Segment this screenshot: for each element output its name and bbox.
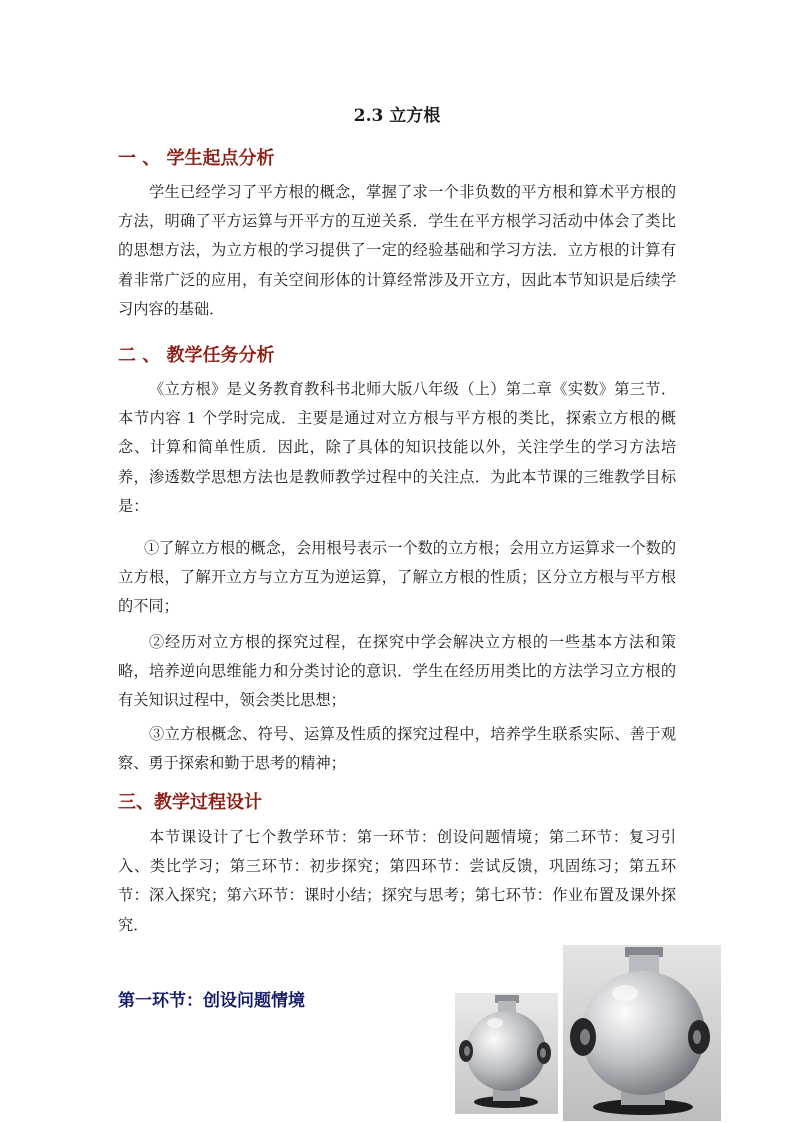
section-heading-1: 一 、 学生起点分析 [118,148,275,169]
goal-2-paragraph: ②经历对立方根的探究过程，在探究中学会解决立方根的一些基本方法和策略，培养逆向思维能力和分类讨论的意识．学生在经历用类比的方法学习立方根的有关知识过程中，领会类比思想； [118,633,676,710]
subsection-heading-1: 第一环节：创设问题情境 [118,991,305,1011]
section-2-paragraph: 《立方根》是义务教育教科书北师大版八年级（上）第二章《实数》第三节．本节内容 1 个学时完成．主要是通过对立方根与平方根的类比，探索立方根的概念、计算和简单性质．因此，除了具体的知识技能以外，关注学生的学习方法培养，渗透数学思想方法也是教师教学过程中的关注点．为此本节课的三维教学目标是： [118,380,676,515]
large-sphere-photo [563,945,721,1121]
page-title: 2.3 立方根 [353,106,441,126]
section-1-paragraph: 学生已经学习了平方根的概念，掌握了求一个非负数的平方根和算术平方根的方法，明确了平方运算与开平方的互逆关系．学生在平方根学习活动中体会了类比的思想方法，为立方根的学习提供了一定的经验基础和学习方法．立方根的计算有着非常广泛的应用，有关空间形体的计算经常涉及开立方，因此本节知识是后续学习内容的基础． [118,183,676,318]
goal-1-paragraph: ①了解立方根的概念，会用根号表示一个数的立方根；会用立方运算求一个数的立方根，了解开立方与立方互为逆运算，了解立方根的性质；区分立方根与平方根的不同； [118,539,676,616]
section-heading-3: 三、教学过程设计 [118,792,262,813]
goal-3-paragraph: ③立方根概念、符号、运算及性质的探究过程中，培养学生联系实际、善于观察、勇于探索和勤于思考的精神； [118,725,676,773]
section-heading-2: 二 、 教学任务分析 [118,345,275,366]
section-3-paragraph: 本节课设计了七个教学环节：第一环节：创设问题情境；第二环节：复习引入、类比学习；第三环节：初步探究；第四环节：尝试反馈，巩固练习；第五环节：深入探究；第六环节：课时小结；探究与思考；第七环节：作业布置及课外探究． [118,828,676,934]
small-sphere-photo [455,993,558,1114]
